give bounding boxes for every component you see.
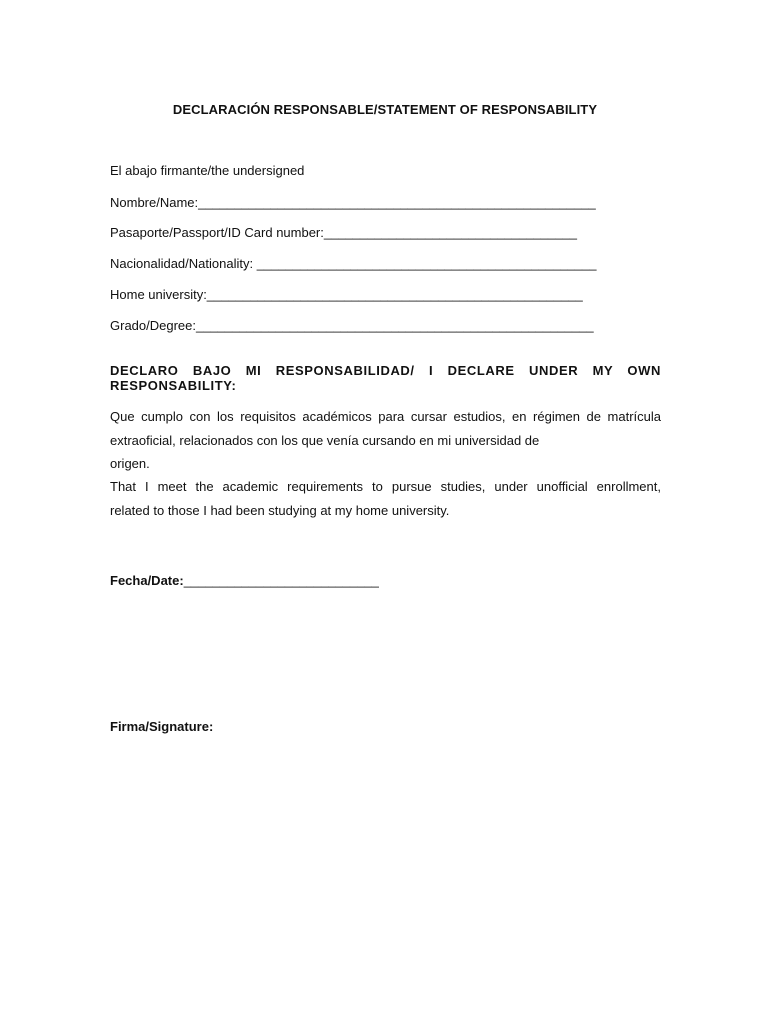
- spanish-statement-text: Que cumplo con los requisitos académicos para cursar estudios, en régimen de matrícula extraoficial, relacionados con los que venía cursando en mi universidad de: [110, 409, 661, 448]
- declaration-heading-line1: DECLARO BAJO MI RESPONSABILIDAD/ I DECLARE UNDER MY OWN: [110, 363, 661, 378]
- degree-field[interactable]: Grado/Degree:_______________________________________________________: [110, 318, 594, 333]
- declaration-heading-line2: RESPONSABILITY:: [110, 378, 237, 393]
- spanish-statement: [110, 405, 661, 476]
- spanish-statement-end: origen.: [110, 456, 150, 471]
- date-label: Fecha/Date:: [110, 573, 184, 588]
- passport-field[interactable]: Pasaporte/Passport/ID Card number:___________________________________: [110, 225, 577, 240]
- english-statement-line2: related to those I had been studying at my home university.: [110, 502, 450, 518]
- home-university-field[interactable]: Home university:____________________________________________________: [110, 287, 583, 302]
- signature-label: Firma/Signature:: [110, 719, 214, 734]
- name-field[interactable]: Nombre/Name:_______________________________________________________: [110, 195, 596, 210]
- english-statement-line1: That I meet the academic requirements to pursue studies, under unofficial enrollment,: [110, 479, 661, 494]
- english-statement: [110, 475, 661, 522]
- nationality-field[interactable]: Nacionalidad/Nationality: _______________________________________________: [110, 256, 597, 271]
- document-title: DECLARACIÓN RESPONSABLE/STATEMENT OF RESPONSABILITY: [172, 102, 598, 117]
- date-blank[interactable]: ___________________________: [183, 573, 379, 588]
- date-field[interactable]: [110, 573, 379, 588]
- intro-text: El abajo firmante/the undersigned: [110, 163, 305, 178]
- declaration-heading: [110, 363, 661, 393]
